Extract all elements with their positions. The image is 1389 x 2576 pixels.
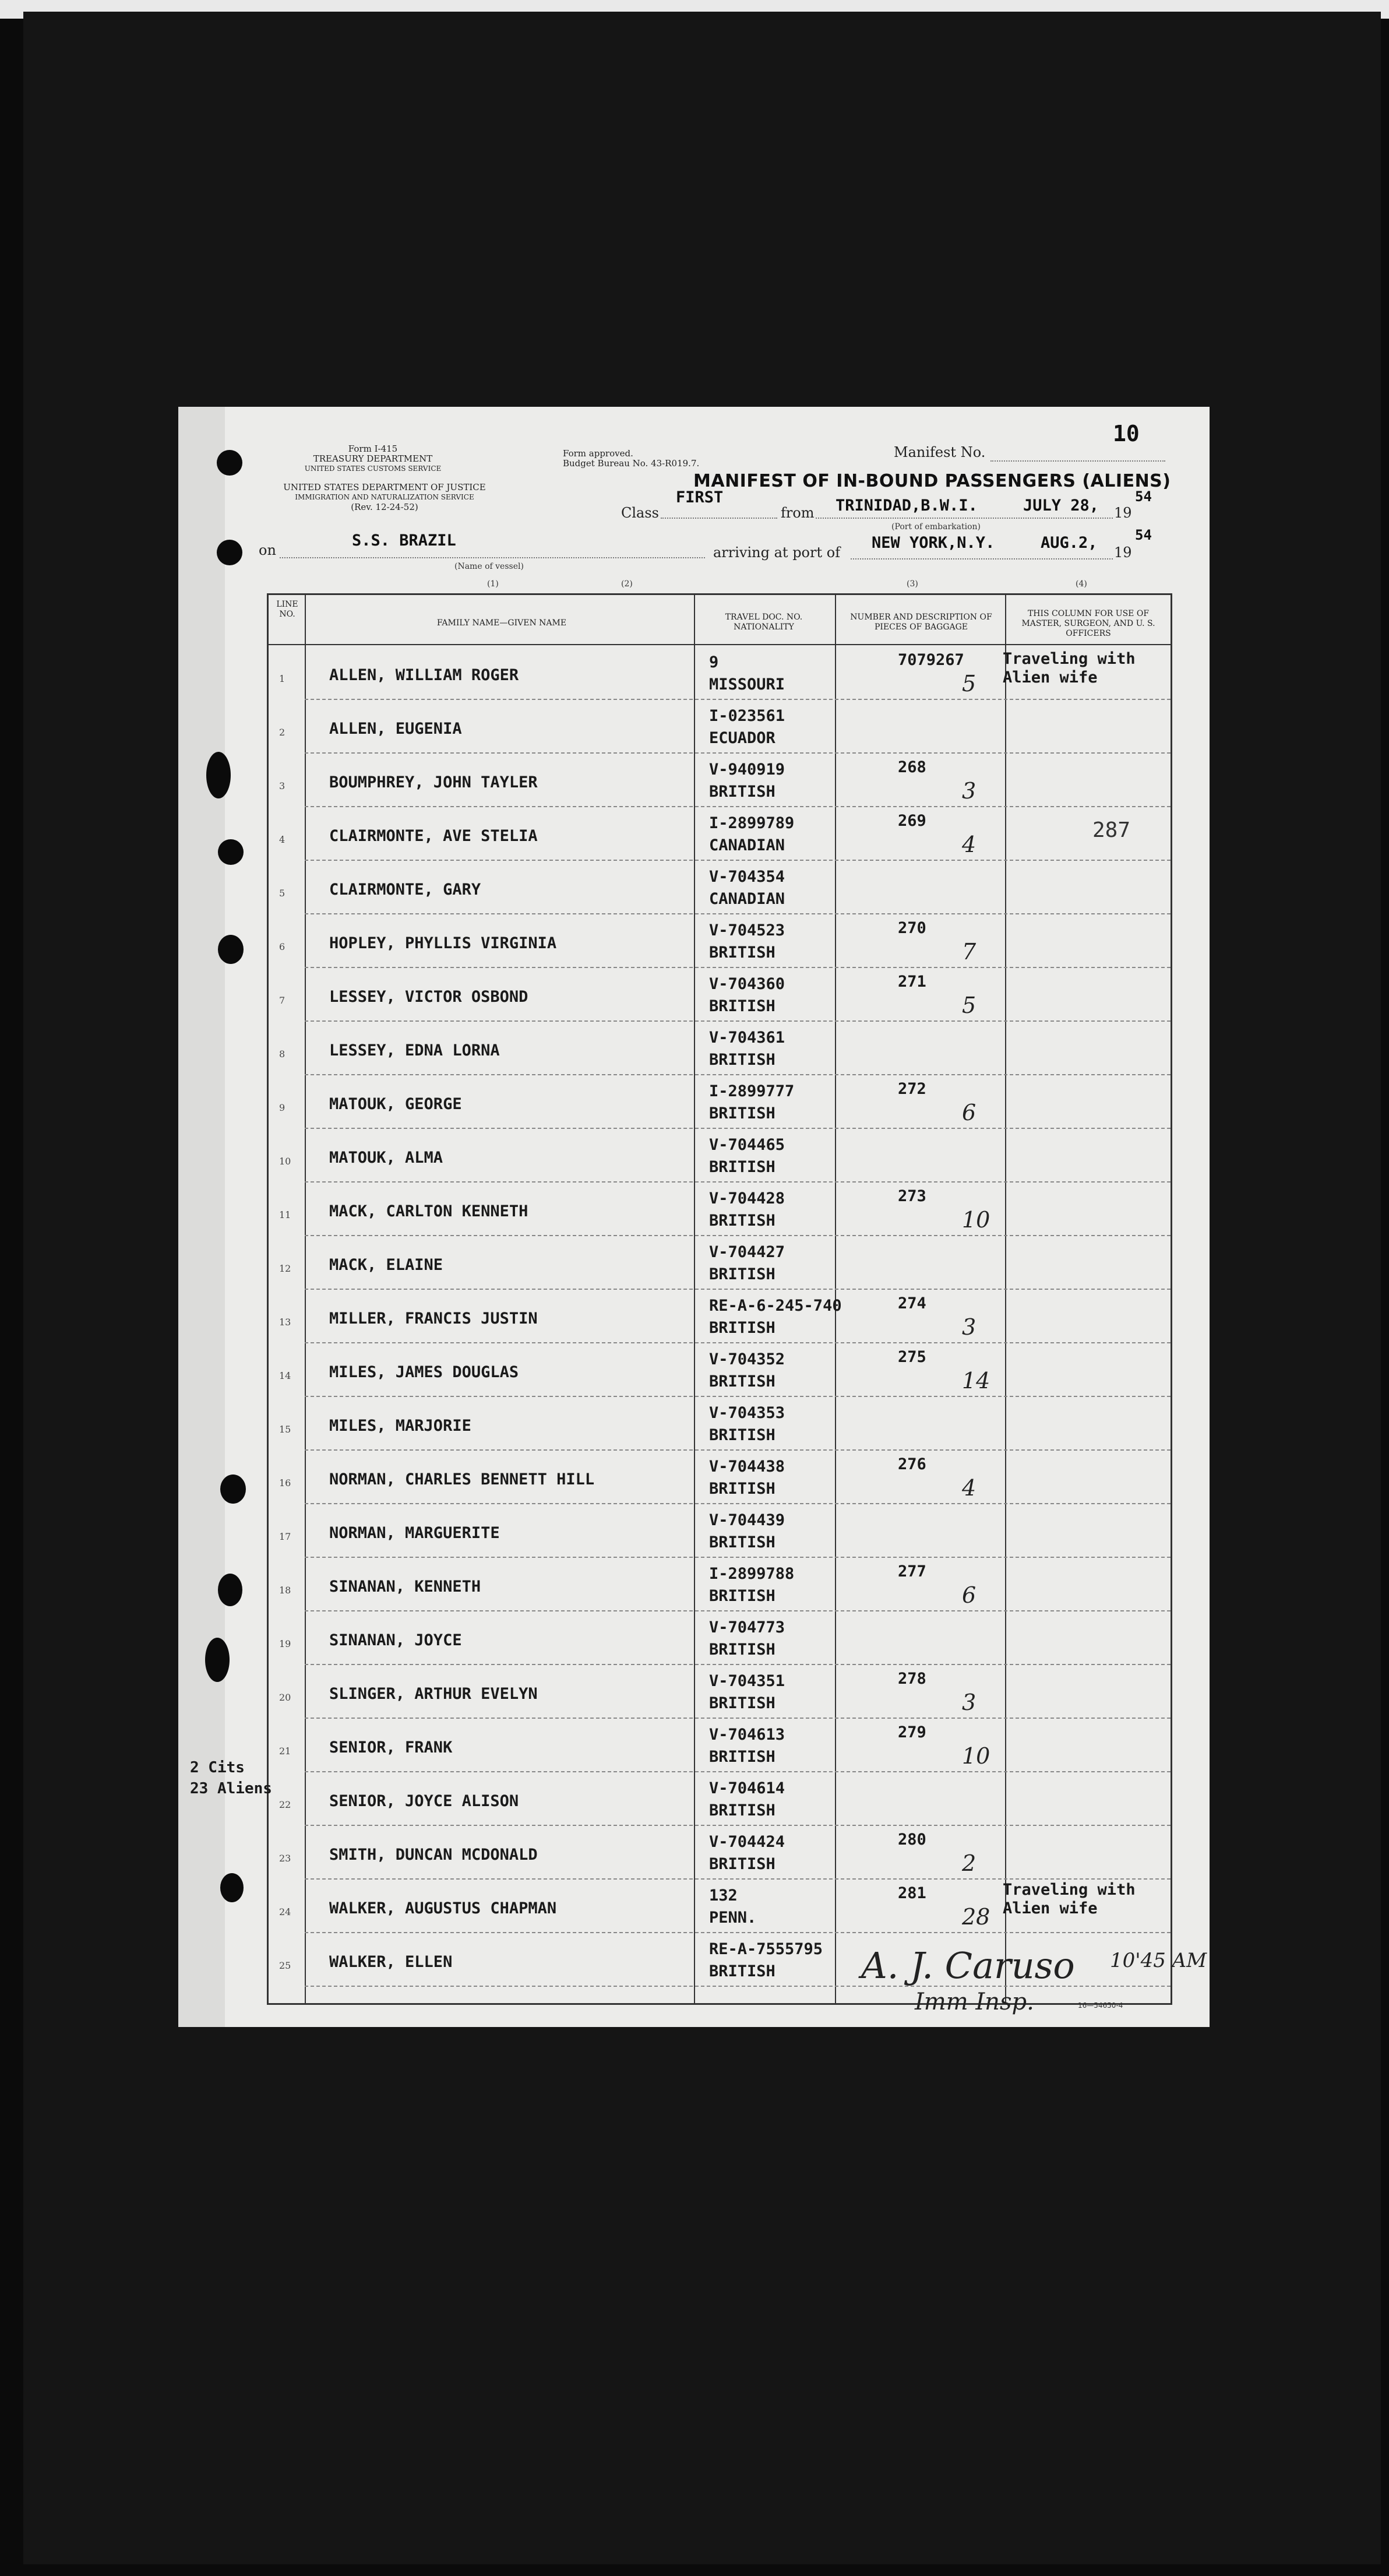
travel-doc-no: I-2899788 (709, 1565, 795, 1583)
table-row (269, 1451, 1171, 1504)
passenger-name: WALKER, AUGUSTUS CHAPMAN (329, 1899, 557, 1917)
arrival-port: NEW YORK,N.Y. (872, 534, 995, 552)
passenger-name: WALKER, ELLEN (329, 1953, 453, 1971)
nationality: BRITISH (709, 1212, 775, 1230)
passenger-name: MACK, CARLTON KENNETH (329, 1202, 528, 1220)
header-rule (269, 644, 1171, 645)
travel-doc-no: I-023561 (709, 707, 785, 725)
baggage-number: 278 (898, 1670, 926, 1688)
line-number: 6 (279, 941, 285, 952)
nationality: BRITISH (709, 1158, 775, 1176)
baggage-pieces: 2 (962, 1850, 976, 1876)
travel-doc-no: V-704773 (709, 1618, 785, 1637)
baggage-number: 7079267 (898, 651, 964, 669)
nationality: BRITISH (709, 1855, 775, 1873)
col-header-remarks: THIS COLUMN FOR USE OF MASTER, SURGEON, AND U. S. OFFICERS (1021, 609, 1155, 638)
line-number: 4 (279, 834, 285, 845)
nationality: CANADIAN (709, 890, 785, 908)
table-row (269, 914, 1171, 968)
col-num-remarks: (4) (1076, 579, 1087, 589)
passenger-name: MILES, MARJORIE (329, 1417, 471, 1435)
table-row (269, 700, 1171, 754)
baggage-pieces: 10 (962, 1207, 990, 1233)
agency-customs: UNITED STATES CUSTOMS SERVICE (304, 464, 442, 473)
total-citizens: 2 Cits (190, 1759, 245, 1776)
passenger-name: BOUMPHREY, JOHN TAYLER (329, 773, 538, 791)
baggage-number: 270 (898, 919, 926, 937)
table-row (269, 1075, 1171, 1129)
passenger-name: SINANAN, KENNETH (329, 1578, 481, 1596)
punch-hole (217, 540, 242, 565)
agency-treasury: TREASURY DEPARTMENT (313, 453, 433, 464)
line-number: 7 (279, 995, 285, 1006)
nationality: BRITISH (709, 997, 775, 1015)
table-row (269, 968, 1171, 1022)
nationality: BRITISH (709, 1801, 775, 1820)
approval-block (563, 449, 738, 469)
passenger-name: NORMAN, MARGUERITE (329, 1524, 500, 1542)
agency-block (303, 444, 443, 474)
travel-doc-no: V-704614 (709, 1779, 785, 1797)
travel-doc-no: V-704439 (709, 1511, 785, 1529)
col-header-name: FAMILY NAME—GIVEN NAME (436, 618, 567, 628)
nationality: BRITISH (709, 1748, 775, 1766)
table-row (269, 1665, 1171, 1719)
passenger-name: CLAIRMONTE, GARY (329, 881, 481, 899)
baggage-number: 272 (898, 1080, 926, 1098)
line-number: 3 (279, 780, 285, 791)
arrival-date: AUG.2, (1041, 534, 1098, 552)
agency-justice: UNITED STATES DEPARTMENT OF JUSTICE (283, 482, 486, 492)
stamp-number: 287 (1092, 818, 1131, 842)
baggage-pieces: 6 (962, 1100, 976, 1125)
travel-doc-no: RE-A-7555795 (709, 1940, 823, 1958)
baggage-number: 268 (898, 758, 926, 776)
nationality: BRITISH (709, 783, 775, 801)
line-number: 17 (279, 1531, 291, 1542)
line-number: 15 (279, 1424, 291, 1435)
punch-hole (217, 450, 242, 476)
line-number: 20 (279, 1692, 291, 1703)
inspector-signature: A. J. Caruso (861, 1944, 1075, 1987)
col-header-doc: TRAVEL DOC. NO. NATIONALITY (725, 613, 803, 632)
punch-hole (206, 752, 231, 798)
inspection-time: 10'45 AM (1110, 1949, 1207, 1972)
form-approved: Form approved. (563, 448, 633, 459)
nationality: BRITISH (709, 1426, 775, 1444)
travel-doc-no: V-704354 (709, 868, 785, 886)
table-row (269, 1504, 1171, 1558)
year-prefix: 19 (1114, 505, 1132, 521)
class-label: Class (621, 505, 659, 521)
nationality: BRITISH (709, 1641, 775, 1659)
travel-doc-no: V-704352 (709, 1350, 785, 1368)
nationality: BRITISH (709, 1319, 775, 1337)
travel-doc-no: V-704353 (709, 1404, 785, 1422)
passenger-name: ALLEN, EUGENIA (329, 720, 462, 738)
passenger-name: SMITH, DUNCAN MCDONALD (329, 1846, 538, 1864)
travel-doc-no: 9 (709, 653, 719, 671)
passenger-name: LESSEY, EDNA LORNA (329, 1041, 500, 1060)
nationality: BRITISH (709, 944, 775, 962)
baggage-number: 276 (898, 1455, 926, 1473)
passenger-name: MILLER, FRANCIS JUSTIN (329, 1310, 538, 1328)
table-row (269, 1290, 1171, 1343)
table-row (269, 1558, 1171, 1611)
travel-doc-no: V-704438 (709, 1458, 785, 1476)
vessel-line (280, 557, 705, 558)
baggage-pieces: 6 (962, 1582, 976, 1608)
form-id: Form I-415 (348, 444, 398, 454)
baggage-pieces: 7 (962, 939, 976, 965)
passenger-name: MACK, ELAINE (329, 1256, 443, 1274)
travel-doc-no: V-704465 (709, 1136, 785, 1154)
passenger-table (267, 593, 1172, 2005)
line-number: 23 (279, 1853, 291, 1864)
from-line (816, 518, 1113, 519)
from-port: TRINIDAD,B.W.I. (835, 497, 978, 515)
nationality: CANADIAN (709, 836, 785, 854)
officer-remark: Traveling with Alien wife (1003, 650, 1136, 687)
passenger-name: SENIOR, JOYCE ALISON (329, 1792, 519, 1810)
arriving-label: arriving at port of (713, 544, 841, 561)
table-row (269, 1772, 1171, 1826)
punch-hole (205, 1638, 230, 1682)
passenger-name: SLINGER, ARTHUR EVELYN (329, 1685, 538, 1703)
arrival-line (851, 558, 1113, 559)
travel-doc-no: RE-A-6-245-740 (709, 1297, 842, 1315)
manifest-no-value: 10 (1113, 421, 1140, 446)
on-label: on (259, 542, 276, 558)
travel-doc-no: I-2899789 (709, 814, 795, 832)
line-number: 24 (279, 1906, 291, 1917)
departure-date: JULY 28, (1023, 497, 1099, 515)
table-row (269, 1236, 1171, 1290)
vessel-note: (Name of vessel) (454, 562, 524, 571)
line-number: 16 (279, 1477, 291, 1488)
punch-hole (220, 1474, 246, 1504)
line-number: 13 (279, 1317, 291, 1328)
print-code: 16—54650-4 (1078, 2001, 1123, 2010)
inspector-title: Imm Insp. (915, 1989, 1034, 2015)
baggage-number: 281 (898, 1884, 926, 1902)
travel-doc-no: V-704360 (709, 975, 785, 993)
page-title: MANIFEST OF IN-BOUND PASSENGERS (ALIENS) (693, 471, 1171, 491)
nationality: BRITISH (709, 1051, 775, 1069)
line-number: 25 (279, 1960, 291, 1971)
travel-doc-no: V-704424 (709, 1833, 785, 1851)
officer-remark: Traveling with Alien wife (1003, 1881, 1136, 1917)
nationality: BRITISH (709, 1373, 775, 1391)
line-number: 22 (279, 1799, 291, 1810)
baggage-pieces: 28 (962, 1904, 990, 1930)
travel-doc-no: V-940919 (709, 761, 785, 779)
table-row (269, 1129, 1171, 1183)
line-number: 2 (279, 727, 285, 738)
manifest-no-line (990, 460, 1165, 462)
table-row (269, 1397, 1171, 1451)
line-number: 5 (279, 888, 285, 899)
nationality: ECUADOR (709, 729, 775, 747)
line-number: 8 (279, 1048, 285, 1060)
passenger-name: CLAIRMONTE, AVE STELIA (329, 827, 538, 845)
travel-doc-no: V-704428 (709, 1190, 785, 1208)
line-number: 9 (279, 1102, 285, 1113)
travel-doc-no: V-704427 (709, 1243, 785, 1261)
budget-bureau: Budget Bureau No. 43-R019.7. (563, 458, 700, 469)
class-line (661, 518, 777, 519)
travel-doc-no: V-704613 (709, 1726, 785, 1744)
table-row (269, 861, 1171, 914)
line-number: 18 (279, 1585, 291, 1596)
punch-hole (218, 935, 244, 964)
port-embarkation-note: (Port of embarkation) (891, 522, 981, 532)
travel-doc-no: V-704351 (709, 1672, 785, 1690)
line-number: 10 (279, 1156, 291, 1167)
nationality: MISSOURI (709, 675, 785, 694)
line-number: 11 (279, 1209, 291, 1220)
table-row (269, 1826, 1171, 1880)
baggage-number: 269 (898, 812, 926, 830)
agency-block-justice (256, 483, 513, 512)
manifest-no-label: Manifest No. (894, 444, 986, 460)
table-row (269, 1719, 1171, 1772)
col-header-line-no: LINE NO. (276, 600, 298, 619)
nationality: BRITISH (709, 1587, 775, 1605)
passenger-name: HOPLEY, PHYLLIS VIRGINIA (329, 934, 557, 952)
travel-doc-no: V-704523 (709, 921, 785, 939)
nationality: BRITISH (709, 1480, 775, 1498)
col-num-baggage: (3) (907, 579, 918, 589)
baggage-pieces: 4 (962, 832, 976, 857)
baggage-pieces: 10 (962, 1743, 990, 1769)
table-row (269, 1343, 1171, 1397)
table-row (269, 646, 1171, 700)
punch-hole (218, 839, 244, 865)
class-value: FIRST (676, 488, 724, 506)
nationality: BRITISH (709, 1962, 775, 1980)
table-row (269, 1880, 1171, 1933)
passenger-name: NORMAN, CHARLES BENNETT HILL (329, 1470, 595, 1488)
year-prefix-arrival: 19 (1114, 544, 1132, 561)
agency-ins: IMMIGRATION AND NATURALIZATION SERVICE (295, 493, 474, 501)
passenger-name: LESSEY, VICTOR OSBOND (329, 988, 528, 1006)
line-number: 21 (279, 1746, 291, 1757)
total-aliens: 23 Aliens (190, 1780, 272, 1797)
table-row (269, 1611, 1171, 1665)
travel-doc-no: I-2899777 (709, 1082, 795, 1100)
baggage-pieces: 3 (962, 1314, 976, 1340)
col-num-name: (1) (487, 579, 499, 589)
baggage-number: 273 (898, 1187, 926, 1205)
punch-hole (218, 1574, 242, 1606)
baggage-pieces: 4 (962, 1475, 976, 1501)
line-number: 1 (279, 673, 285, 684)
passenger-name: MATOUK, GEORGE (329, 1095, 462, 1113)
passenger-name: ALLEN, WILLIAM ROGER (329, 666, 519, 684)
travel-doc-no: V-704361 (709, 1029, 785, 1047)
travel-doc-no: 132 (709, 1887, 738, 1905)
form-revision: (Rev. 12-24-52) (351, 502, 418, 512)
punch-hole (220, 1873, 244, 1902)
baggage-pieces: 3 (962, 1690, 976, 1715)
baggage-pieces: 5 (962, 671, 976, 696)
vessel-name: S.S. BRAZIL (352, 532, 456, 550)
passenger-name: SINANAN, JOYCE (329, 1631, 462, 1649)
nationality: BRITISH (709, 1533, 775, 1551)
baggage-pieces: 14 (962, 1368, 990, 1393)
line-number: 19 (279, 1638, 291, 1649)
nationality: BRITISH (709, 1694, 775, 1712)
baggage-pieces: 3 (962, 778, 976, 804)
nationality: BRITISH (709, 1104, 775, 1122)
baggage-number: 277 (898, 1563, 926, 1581)
baggage-pieces: 5 (962, 993, 976, 1018)
baggage-number: 280 (898, 1831, 926, 1849)
passenger-name: MATOUK, ALMA (329, 1149, 443, 1167)
table-row (269, 754, 1171, 807)
table-row (269, 1183, 1171, 1236)
line-number: 14 (279, 1370, 291, 1381)
baggage-number: 271 (898, 973, 926, 991)
table-row (269, 1022, 1171, 1075)
line-number: 12 (279, 1263, 291, 1274)
departure-year: 54 (1135, 488, 1152, 505)
table-row (269, 807, 1171, 861)
baggage-number: 279 (898, 1723, 926, 1741)
baggage-number: 274 (898, 1294, 926, 1312)
baggage-number: 275 (898, 1348, 926, 1366)
col-num-doc: (2) (621, 579, 633, 589)
passenger-name: MILES, JAMES DOUGLAS (329, 1363, 519, 1381)
arrival-year: 54 (1135, 527, 1152, 543)
from-label: from (781, 505, 815, 521)
nationality: BRITISH (709, 1265, 775, 1283)
passenger-name: SENIOR, FRANK (329, 1739, 453, 1757)
col-header-baggage: NUMBER AND DESCRIPTION OF PIECES OF BAGGAGE (850, 613, 992, 632)
nationality: PENN. (709, 1909, 757, 1927)
